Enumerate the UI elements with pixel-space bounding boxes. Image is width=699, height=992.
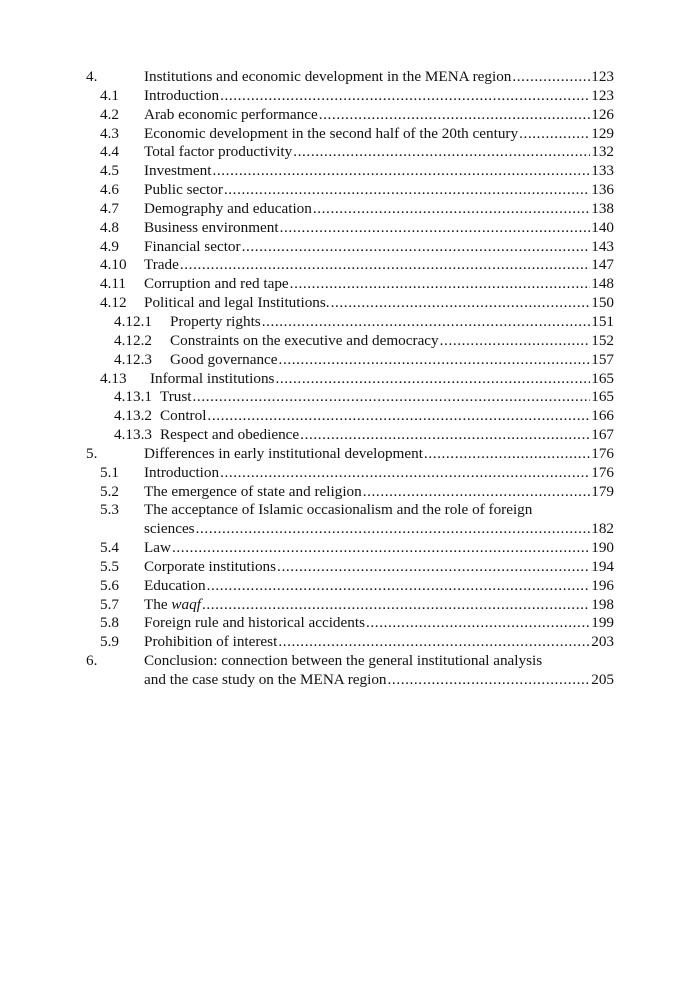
- toc-entry-title: Demography and education: [144, 199, 312, 217]
- dot-leader: [172, 539, 590, 558]
- dot-leader: [193, 388, 591, 407]
- dot-leader: [224, 181, 590, 200]
- toc-entry[interactable]: [0, 407, 699, 426]
- toc-entry-page: 190: [591, 539, 614, 557]
- toc-entry[interactable]: [0, 426, 699, 445]
- toc-entry-page: 165: [591, 369, 614, 387]
- toc-entry-number: 4.12: [100, 294, 127, 312]
- toc-entry-title: Trade: [144, 256, 179, 274]
- dot-leader: [293, 143, 590, 162]
- toc-entry-number: 4.13: [100, 369, 127, 387]
- toc-entry-number: 5.5: [100, 557, 119, 575]
- toc-entry[interactable]: [0, 313, 699, 332]
- toc-entry-title: Differences in early institutional development: [144, 444, 423, 462]
- toc-entry[interactable]: [0, 125, 699, 144]
- toc-entry[interactable]: [0, 143, 699, 162]
- toc-entry-page: 205: [591, 671, 614, 688]
- toc-entry-page: 151: [591, 312, 614, 330]
- dot-leader: [207, 407, 590, 426]
- toc-entry-number: 4.9: [100, 237, 119, 255]
- toc-entry-number: 5.: [86, 444, 98, 462]
- toc-entry-page: 182: [591, 520, 614, 538]
- toc-entry-title: Law: [144, 539, 171, 557]
- toc-entry-title: Introduction: [144, 463, 220, 481]
- toc-entry-title: Corruption and red tape: [144, 275, 289, 293]
- toc-entry-number: 4.13.2: [114, 407, 152, 425]
- dot-leader: [220, 464, 590, 483]
- toc-entry[interactable]: [0, 68, 699, 87]
- toc-entry[interactable]: [0, 577, 699, 596]
- toc-entry-title-line1: Conclusion: connection between the general institutional analysis: [144, 652, 543, 670]
- toc-entry-title: Financial sector: [144, 237, 241, 255]
- toc-entry-number: 4.11: [100, 275, 127, 293]
- title-prefix: The: [144, 595, 172, 613]
- dot-leader: [220, 87, 590, 106]
- toc-entry-number: 6.: [86, 652, 98, 670]
- toc-entry-title: Constraints on the executive and democracy: [170, 331, 439, 349]
- toc-entry-title: Investment: [144, 162, 212, 180]
- toc-entry-title: Business environment: [144, 218, 279, 236]
- toc-entry-title: Institutions and economic development in the MENA region: [144, 68, 512, 85]
- toc-entry-number: 4.4: [100, 143, 119, 161]
- toc-entry-number: 5.8: [100, 614, 119, 632]
- toc-entry-title: Informal institutions: [150, 369, 275, 387]
- dot-leader: [279, 351, 591, 370]
- toc-entry-number: 5.1: [100, 463, 119, 481]
- toc-entry-title: Corporate institutions: [144, 557, 277, 575]
- dot-leader: [440, 332, 591, 351]
- toc-entry-page: 143: [591, 237, 614, 255]
- toc-entry-page: 176: [591, 444, 614, 462]
- dot-leader: [277, 558, 590, 577]
- toc-entry-title: Control: [160, 407, 207, 425]
- toc-entry-number: 5.6: [100, 576, 119, 594]
- toc-entry-number: 4.: [86, 68, 98, 85]
- toc-entry-number: 5.7: [100, 595, 119, 613]
- toc-entry[interactable]: [0, 388, 699, 407]
- toc-entry[interactable]: [0, 200, 699, 219]
- toc-entry[interactable]: [0, 464, 699, 483]
- toc-entry-page: 165: [591, 388, 614, 406]
- toc-entry-title: Total factor productivity: [144, 143, 293, 161]
- toc-entry-title: Education: [144, 576, 206, 594]
- toc-entry-title: Property rights: [170, 312, 261, 330]
- toc-entry-number: 4.3: [100, 124, 119, 142]
- toc-entry-title: The emergence of state and religion: [144, 482, 362, 500]
- toc-entry-title: Public sector: [144, 181, 223, 199]
- toc-entry-number: 5.3: [100, 501, 119, 519]
- toc-entry-page: 157: [591, 350, 614, 368]
- toc-entry-page: 140: [591, 218, 614, 236]
- toc-entry-continuation[interactable]: [0, 671, 699, 690]
- toc-entry[interactable]: [0, 614, 699, 633]
- table-of-contents: [0, 68, 699, 690]
- toc-entry-page: 132: [591, 143, 614, 161]
- dot-leader: [519, 125, 590, 144]
- toc-entry[interactable]: [0, 162, 699, 181]
- toc-entry-title: Political and legal Institutions.: [144, 294, 330, 312]
- toc-entry[interactable]: [0, 351, 699, 370]
- toc-entry-number: 4.12.2: [114, 331, 152, 349]
- toc-entry[interactable]: [0, 483, 699, 502]
- toc-entry-page: 123: [591, 68, 614, 85]
- toc-entry-number: 5.4: [100, 539, 119, 557]
- toc-entry-page: 148: [591, 275, 614, 293]
- toc-entry-title: Respect and obedience: [160, 426, 300, 444]
- toc-entry-page: 136: [591, 181, 614, 199]
- toc-entry[interactable]: [0, 633, 699, 652]
- toc-entry-page: 126: [591, 105, 614, 123]
- toc-entry-page: 147: [591, 256, 614, 274]
- toc-entry[interactable]: [0, 332, 699, 351]
- toc-entry-title: Good governance: [170, 350, 278, 368]
- dot-leader: [300, 426, 590, 445]
- dot-leader: [290, 275, 591, 294]
- toc-entry-page: 196: [591, 576, 614, 594]
- toc-entry[interactable]: [0, 256, 699, 275]
- toc-entry-number: 4.13.3: [114, 426, 152, 444]
- toc-entry[interactable]: [0, 238, 699, 257]
- toc-entry[interactable]: [0, 294, 699, 313]
- toc-entry-title: and the case study on the MENA region: [144, 671, 387, 688]
- toc-entry-title: Arab economic performance: [144, 105, 318, 123]
- dot-leader: [331, 294, 591, 313]
- toc-entry-number: 4.12.1: [114, 312, 152, 330]
- dot-leader: [280, 219, 591, 238]
- toc-entry[interactable]: [0, 596, 699, 615]
- toc-entry-page: 152: [591, 331, 614, 349]
- dot-leader: [366, 614, 590, 633]
- toc-entry-number: 5.9: [100, 633, 119, 651]
- dot-leader: [275, 370, 590, 389]
- toc-entry-title-line1: The acceptance of Islamic occasionalism and the role of foreign: [144, 501, 533, 519]
- dot-leader: [313, 200, 590, 219]
- toc-entry[interactable]: [0, 370, 699, 389]
- toc-entry-page: 150: [591, 294, 614, 312]
- title-italic-term: waqf: [171, 595, 201, 613]
- toc-entry[interactable]: [0, 445, 699, 464]
- toc-entry[interactable]: [0, 558, 699, 577]
- toc-entry-title: Trust: [160, 388, 192, 406]
- toc-entry-title: sciences: [144, 520, 195, 538]
- toc-entry-page: 194: [591, 557, 614, 575]
- dot-leader: [278, 633, 590, 652]
- toc-entry-page: 129: [591, 124, 614, 142]
- dot-leader: [196, 520, 591, 539]
- dot-leader: [388, 671, 591, 690]
- toc-entry-page: 199: [591, 614, 614, 632]
- dot-leader: [512, 68, 590, 87]
- dot-leader: [363, 483, 590, 502]
- toc-entry-continuation[interactable]: [0, 520, 699, 539]
- toc-entry-page: 176: [591, 463, 614, 481]
- toc-entry-title: Economic development in the second half of the 20th century: [144, 124, 519, 142]
- toc-entry-page: 138: [591, 199, 614, 217]
- toc-entry[interactable]: [0, 539, 699, 558]
- dot-leader: [180, 256, 590, 275]
- toc-entry-title: Foreign rule and historical accidents: [144, 614, 365, 632]
- toc-entry-title: [144, 596, 201, 615]
- toc-entry-number: 4.8: [100, 218, 119, 236]
- toc-entry-number: 4.2: [100, 105, 119, 123]
- toc-entry-number: 5.2: [100, 482, 119, 500]
- toc-entry-number: 4.6: [100, 181, 119, 199]
- toc-entry-number: 4.5: [100, 162, 119, 180]
- toc-entry-title: Prohibition of interest: [144, 633, 278, 651]
- toc-entry-title: Introduction: [144, 86, 220, 104]
- toc-entry[interactable]: [0, 652, 699, 671]
- dot-leader: [424, 445, 590, 464]
- dot-leader: [202, 596, 590, 615]
- toc-entry[interactable]: [0, 501, 699, 520]
- toc-entry-page: 133: [591, 162, 614, 180]
- toc-entry-page: 166: [591, 407, 614, 425]
- toc-entry-number: 4.13.1: [114, 388, 152, 406]
- dot-leader: [319, 106, 590, 125]
- toc-entry-number: 4.10: [100, 256, 127, 274]
- toc-entry-number: 4.1: [100, 86, 119, 104]
- dot-leader: [212, 162, 590, 181]
- toc-entry-page: 179: [591, 482, 614, 500]
- toc-entry-page: 123: [591, 86, 614, 104]
- toc-entry-number: 4.12.3: [114, 350, 152, 368]
- toc-entry-number: 4.7: [100, 199, 119, 217]
- toc-entry[interactable]: [0, 219, 699, 238]
- toc-entry[interactable]: [0, 87, 699, 106]
- dot-leader: [262, 313, 591, 332]
- toc-entry[interactable]: [0, 106, 699, 125]
- toc-entry-page: 198: [591, 595, 614, 613]
- toc-entry[interactable]: [0, 275, 699, 294]
- toc-entry-page: 203: [591, 633, 614, 651]
- dot-leader: [242, 238, 591, 257]
- dot-leader: [207, 577, 591, 596]
- toc-entry[interactable]: [0, 181, 699, 200]
- toc-entry-page: 167: [591, 426, 614, 444]
